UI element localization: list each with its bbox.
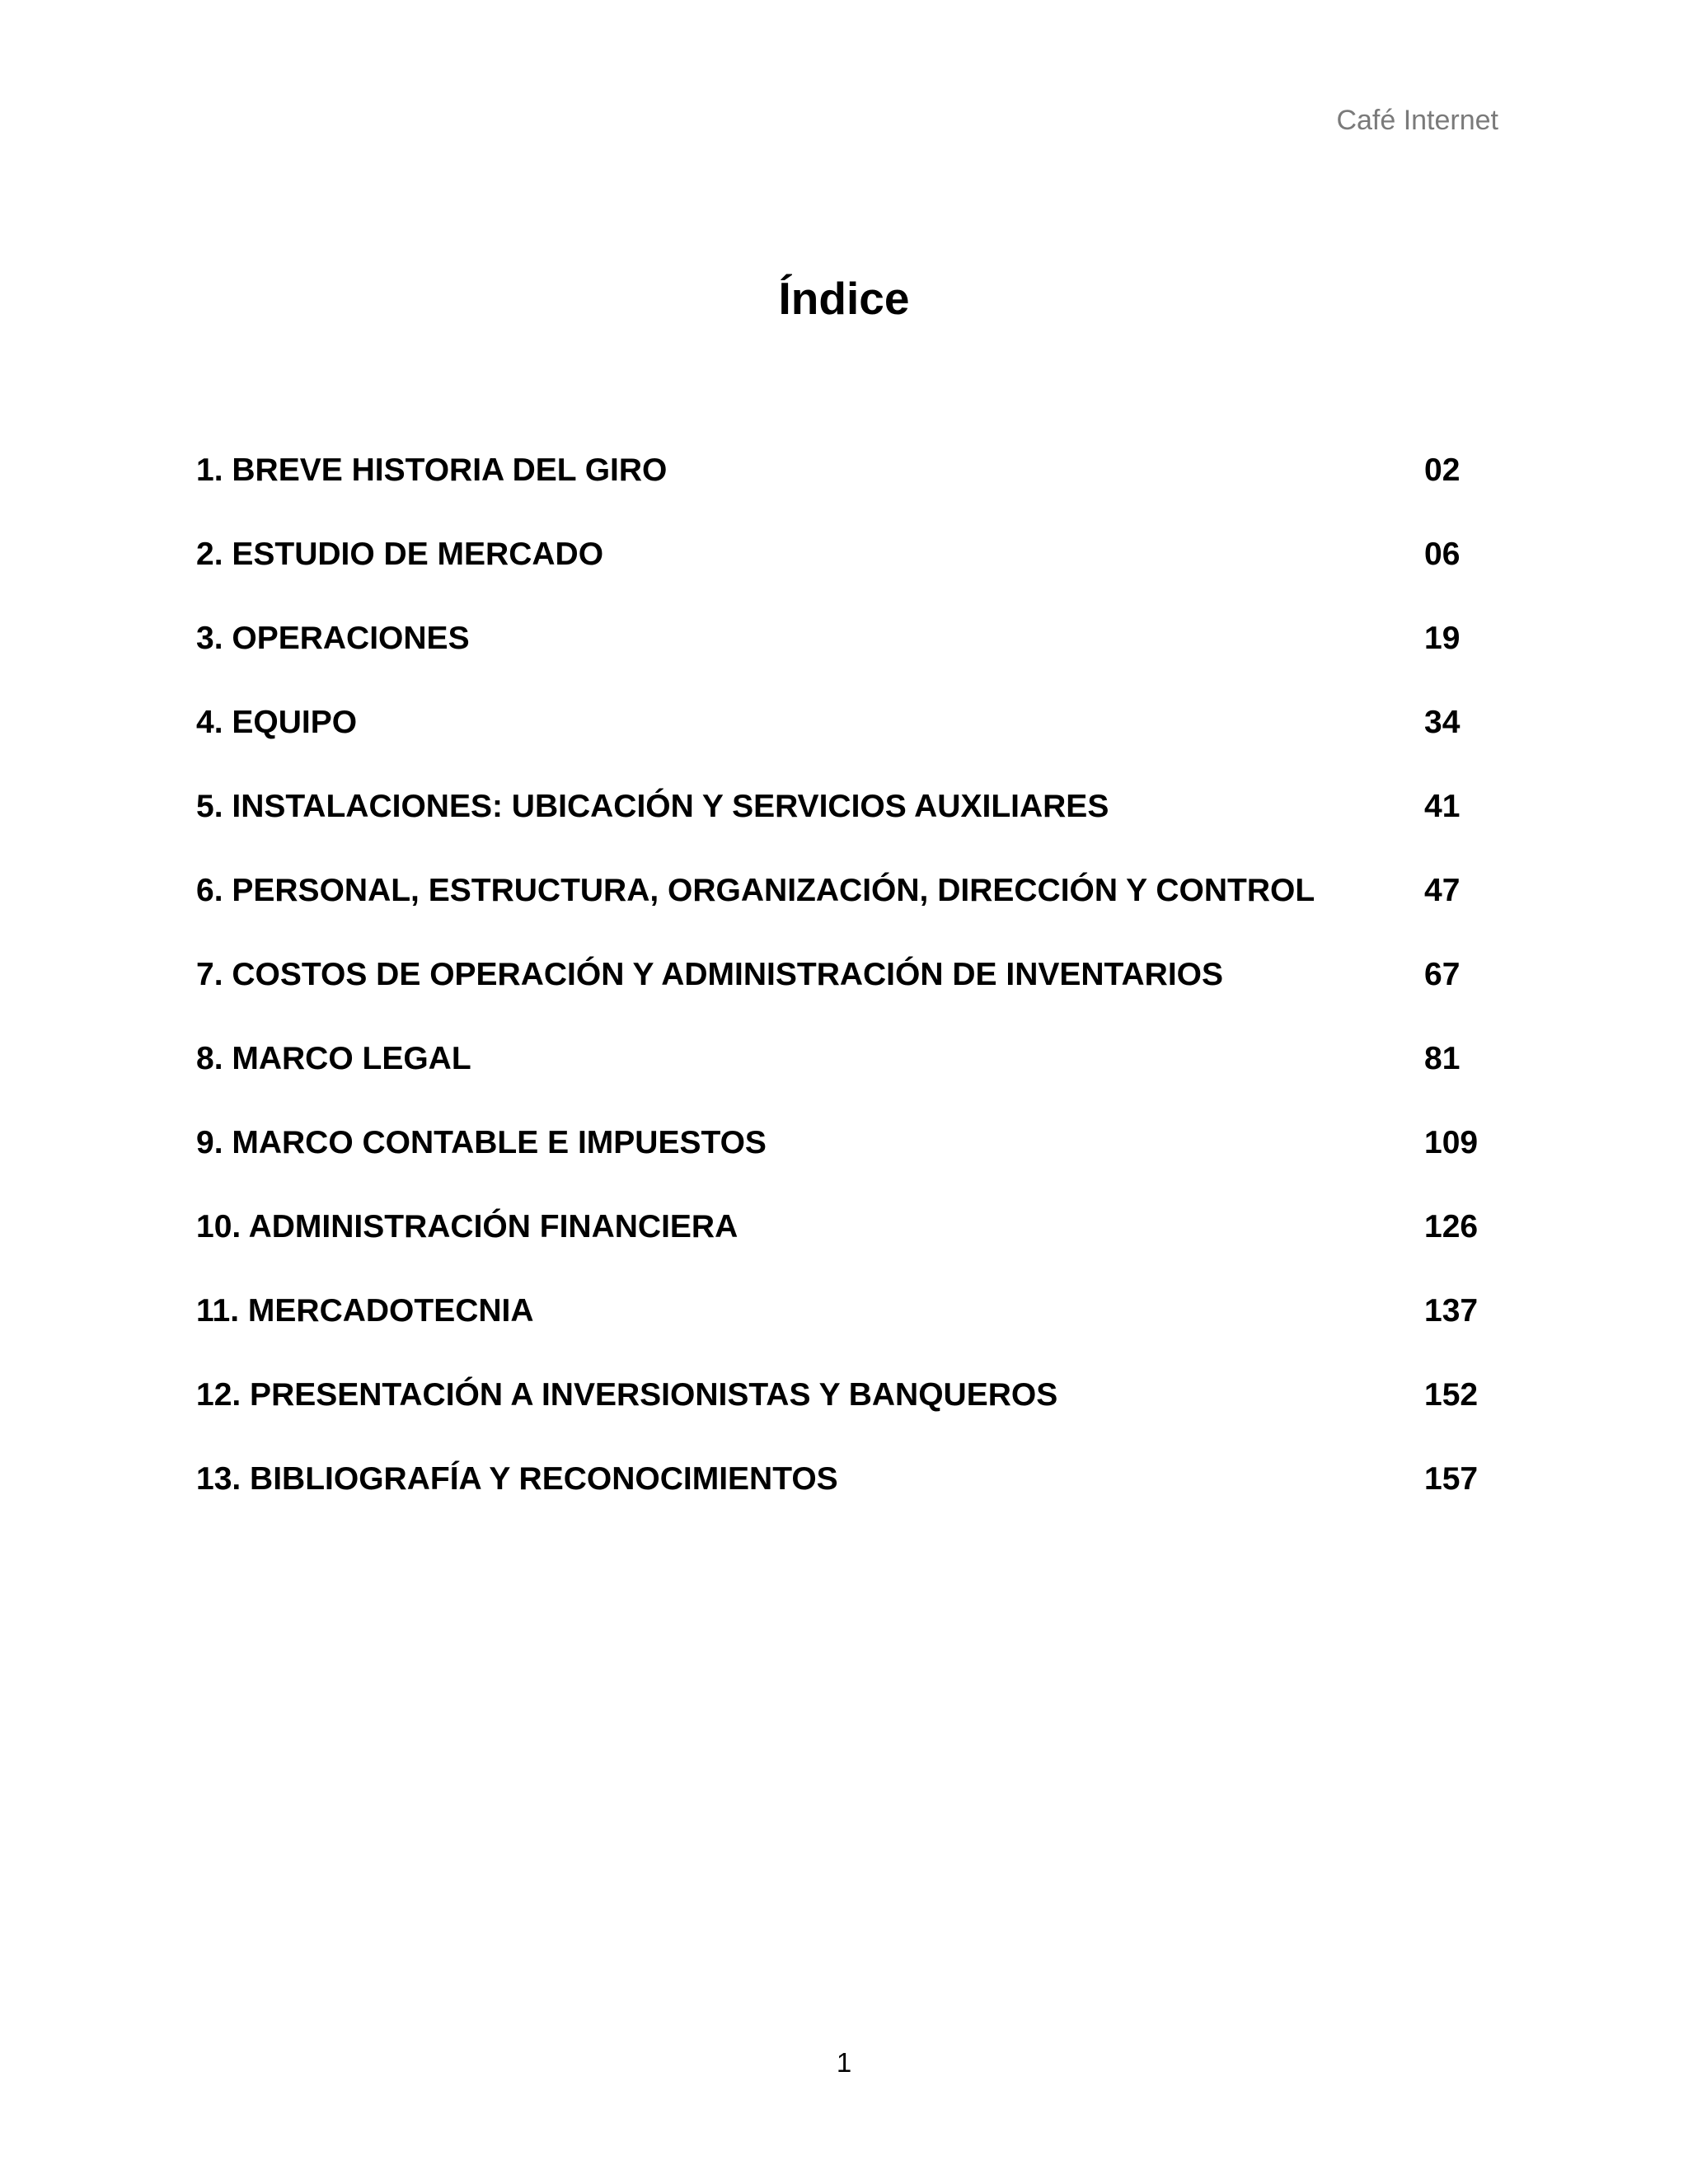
- toc-entry-label: 13. BIBLIOGRAFÍA Y RECONOCIMIENTOS: [196, 1461, 838, 1497]
- toc-page-number: 06: [1424, 537, 1461, 572]
- toc-page-number: 47: [1424, 873, 1461, 908]
- toc-row[interactable]: [196, 1033, 1515, 1118]
- toc-row[interactable]: [196, 949, 1515, 1033]
- toc-row[interactable]: [196, 1118, 1515, 1202]
- page-title: Índice: [778, 273, 910, 324]
- toc-page-number: 41: [1424, 789, 1461, 824]
- toc-row[interactable]: [196, 865, 1515, 949]
- toc-entry-label: 2. ESTUDIO DE MERCADO: [196, 537, 604, 572]
- toc-page-number: 109: [1424, 1125, 1479, 1160]
- toc-entry-label: 8. MARCO LEGAL: [196, 1041, 471, 1076]
- toc-row[interactable]: [196, 529, 1515, 613]
- toc-page-number: 34: [1424, 705, 1461, 740]
- toc-row[interactable]: [196, 1286, 1515, 1370]
- toc-page-number: 137: [1424, 1293, 1479, 1329]
- toc-row[interactable]: [196, 697, 1515, 781]
- toc-entry-label: 11. MERCADOTECNIA: [196, 1293, 534, 1329]
- toc-page-number: 126: [1424, 1209, 1479, 1244]
- toc-entry-label: 7. COSTOS DE OPERACIÓN Y ADMINISTRACIÓN DE INVENTARIOS: [196, 957, 1224, 992]
- toc-entry-label: 5. INSTALACIONES: UBICACIÓN Y SERVICIOS AUXILIARES: [196, 789, 1109, 824]
- toc-row[interactable]: [196, 1202, 1515, 1286]
- toc-row[interactable]: [196, 781, 1515, 865]
- toc-page-number: 67: [1424, 957, 1461, 992]
- toc-page-number: 152: [1424, 1377, 1479, 1413]
- toc-row[interactable]: [196, 445, 1515, 529]
- toc-entry-label: 1. BREVE HISTORIA DEL GIRO: [196, 452, 668, 488]
- table-of-contents: [196, 445, 1515, 1538]
- toc-entry-label: 6. PERSONAL, ESTRUCTURA, ORGANIZACIÓN, DIRECCIÓN Y CONTROL: [196, 873, 1315, 908]
- toc-page-number: 157: [1424, 1461, 1479, 1497]
- toc-row[interactable]: [196, 613, 1515, 697]
- toc-entry-label: 10. ADMINISTRACIÓN FINANCIERA: [196, 1209, 738, 1244]
- toc-page-number: 19: [1424, 621, 1461, 656]
- toc-entry-label: 3. OPERACIONES: [196, 621, 470, 656]
- toc-row[interactable]: [196, 1454, 1515, 1538]
- toc-entry-label: 4. EQUIPO: [196, 705, 358, 740]
- toc-page-number: 02: [1424, 452, 1461, 488]
- page-number: 1: [836, 2047, 852, 2078]
- toc-entry-label: 12. PRESENTACIÓN A INVERSIONISTAS Y BANQUEROS: [196, 1377, 1058, 1413]
- toc-page-number: 81: [1424, 1041, 1461, 1076]
- toc-entry-label: 9. MARCO CONTABLE E IMPUESTOS: [196, 1125, 767, 1160]
- running-header: Café Internet: [1336, 105, 1498, 136]
- toc-row[interactable]: [196, 1370, 1515, 1454]
